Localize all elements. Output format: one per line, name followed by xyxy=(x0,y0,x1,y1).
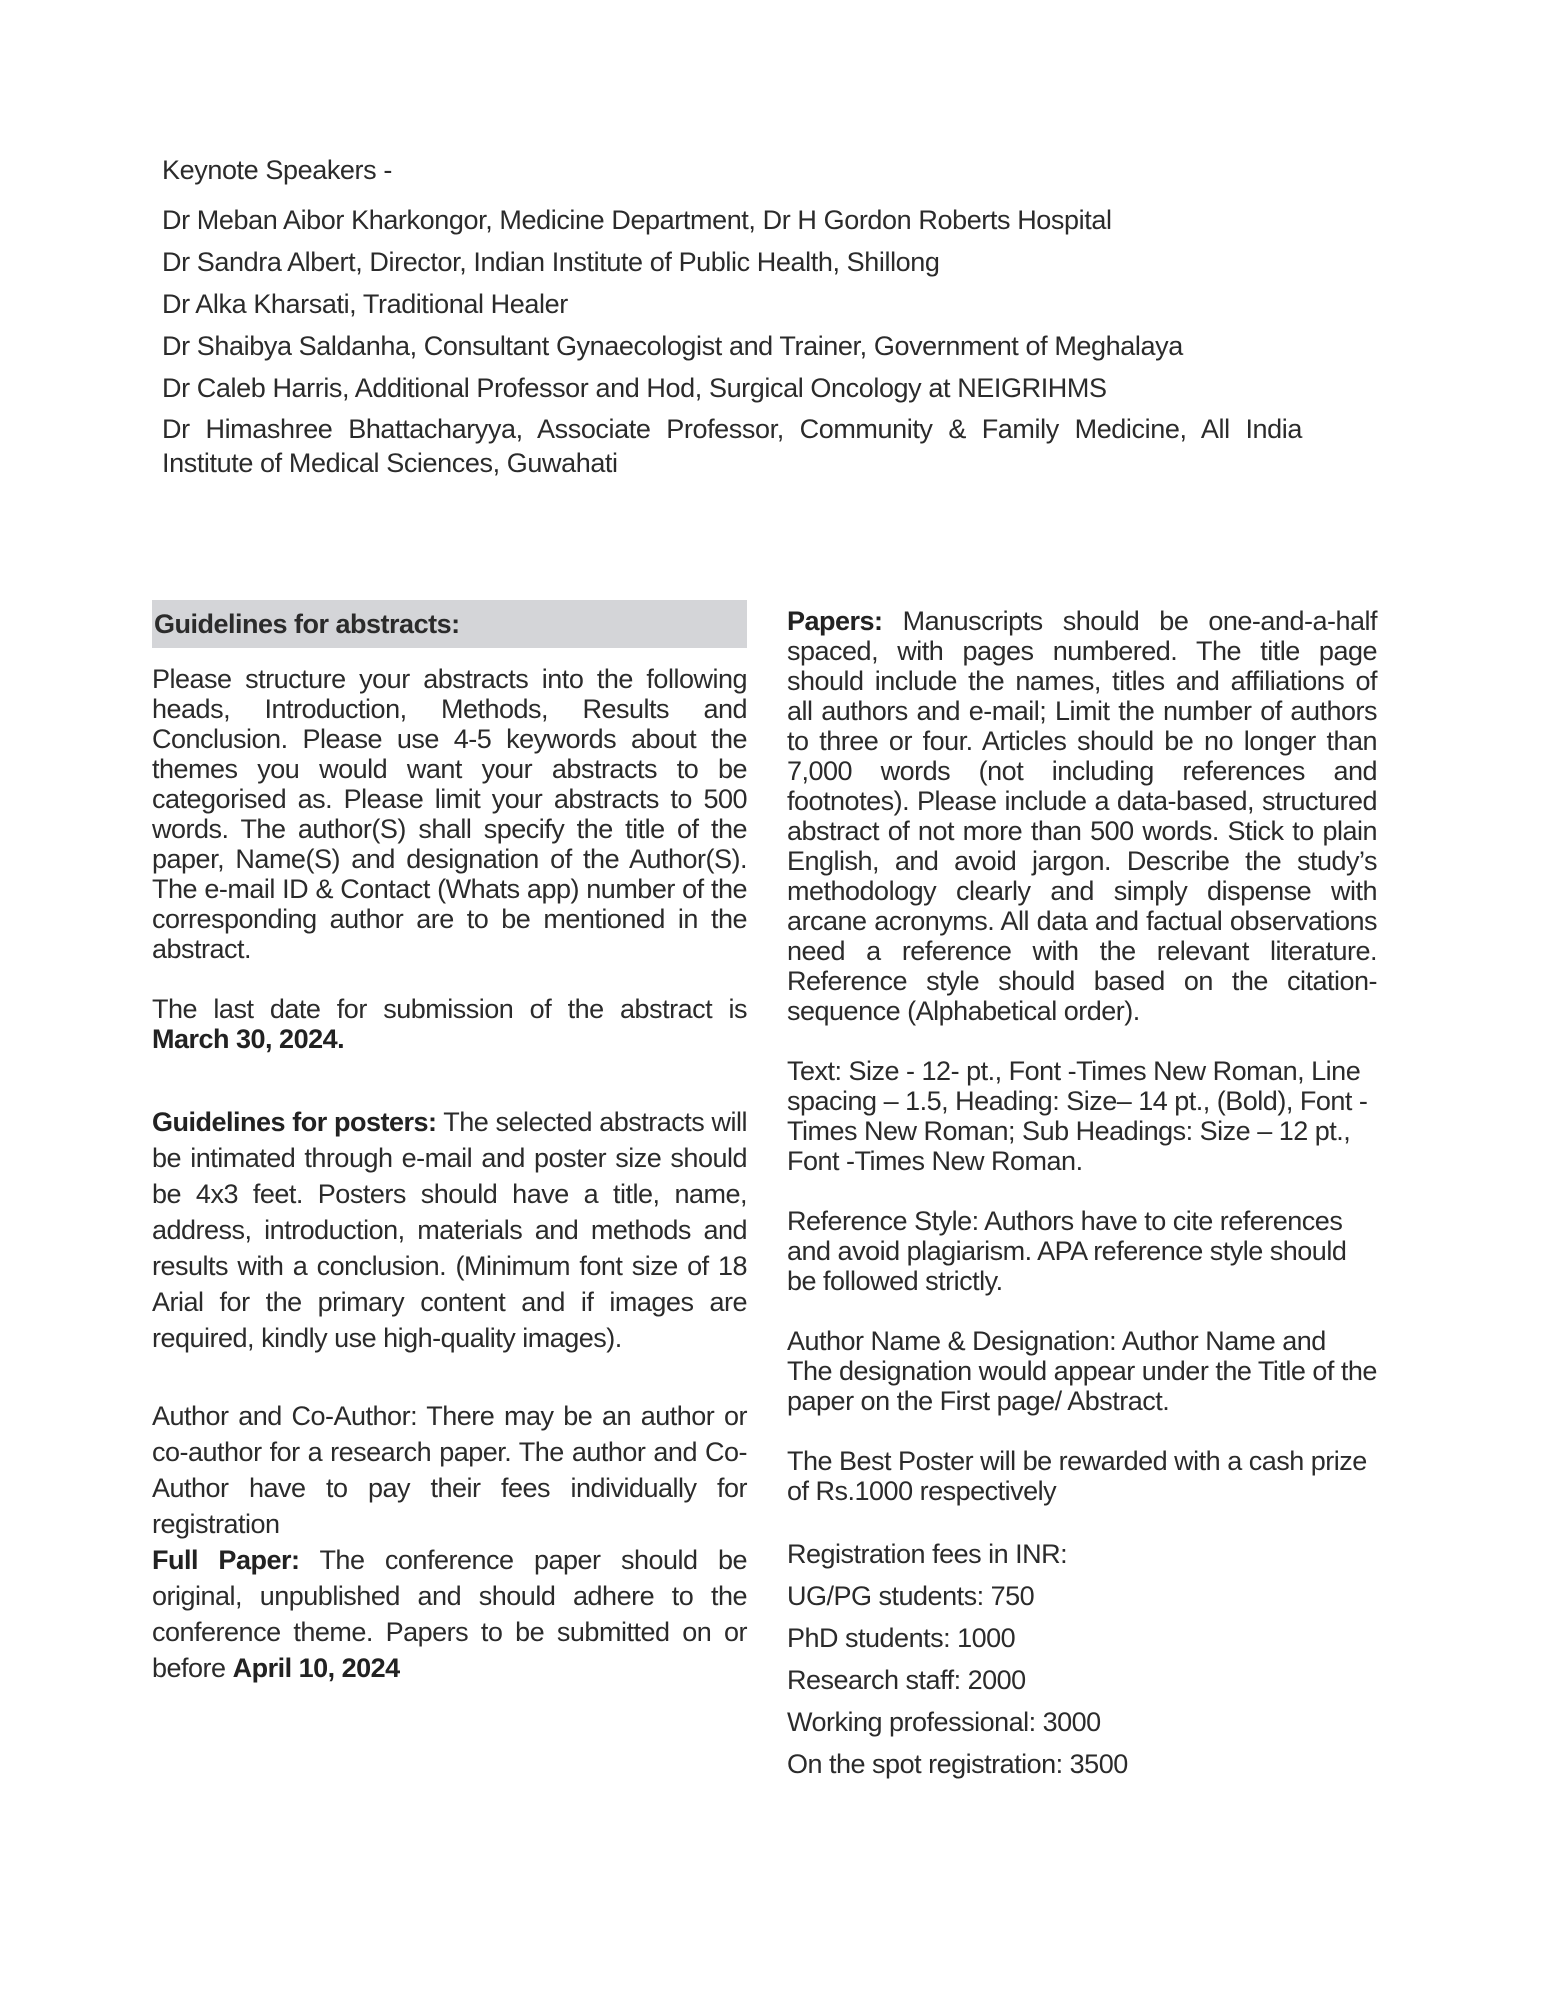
papers-paragraph xyxy=(787,606,1377,1026)
keynote-section xyxy=(162,152,1302,486)
posters-label: Guidelines for posters: xyxy=(152,1107,437,1137)
deadline-date: March 30, 2024. xyxy=(152,1024,345,1054)
abstract-deadline xyxy=(152,994,747,1054)
fee-item: UG/PG students: 750 xyxy=(787,1581,1035,1611)
speaker-item: Dr Himashree Bhattacharyya, Associate Professor, Community & Family Medicine, All India Institute of Medical Sciences, Guwahati xyxy=(162,414,1302,478)
speaker-item: Dr Sandra Albert, Director, Indian Institute of Public Health, Shillong xyxy=(162,247,940,277)
fees-heading: Registration fees in INR: xyxy=(787,1539,1068,1569)
right-column xyxy=(787,606,1377,1788)
author-designation: Author Name & Designation: Author Name and The designation would appear under the Title of the paper on the First page/ Abstract. xyxy=(787,1326,1377,1416)
posters-body: The selected abstracts will be intimated through e-mail and poster size should be 4x3 feet. Posters should have a title, name, address, introduction, materials and methods and results with a conclusion. (Minimum font size of 18 Arial for the primary content and if images are required, kindly use high-quality images). xyxy=(152,1107,747,1353)
fee-item: On the spot registration: 3500 xyxy=(787,1749,1128,1779)
keynote-heading: Keynote Speakers - xyxy=(162,155,392,185)
deadline-text: The last date for submission of the abstract is xyxy=(152,994,747,1024)
abstracts-body: Please structure your abstracts into the following heads, Introduction, Methods, Results and Conclusion. Please use 4-5 keywords about the themes you would want your abstracts to be categorised as. Please limit your abstracts to 500 words. The author(S) shall specify the title of the paper, Name(S) and designation of the Author(S). The e-mail ID & Contact (Whats app) number of the corresponding author are to be mentioned in the abstract. xyxy=(152,664,747,964)
fullpaper-body: The conference paper should be original, unpublished and should adhere to the conference theme. Papers to be submitted on or before xyxy=(152,1545,747,1683)
coauthor-paragraph: Author and Co-Author: There may be an author or co-author for a research paper. The author and Co-Author have to pay their fees individually for registration xyxy=(152,1401,747,1539)
papers-label: Papers: xyxy=(787,606,883,636)
speaker-item: Dr Shaibya Saldanha, Consultant Gynaecologist and Trainer, Government of Meghalaya xyxy=(162,331,1183,361)
speaker-item: Dr Caleb Harris, Additional Professor and Hod, Surgical Oncology at NEIGRIHMS xyxy=(162,373,1107,403)
papers-body: Manuscripts should be one-and-a-half spaced, with pages numbered. The title page should include the names, titles and affiliations of all authors and e-mail; Limit the number of authors to three or four. Articles should be no longer than 7,000 words (not including references and footnotes). Please include a data-based, structured abstract of not more than 500 words. Stick to plain English, and avoid jargon. Describe the study’s methodology clearly and simply dispense with arcane acronyms. All data and factual observations need a reference with the relevant literature. Reference style should based on the citation-sequence (Alphabetical order). xyxy=(787,606,1377,1026)
fee-item: Working professional: 3000 xyxy=(787,1707,1101,1737)
fullpaper-date: April 10, 2024 xyxy=(232,1653,400,1683)
fee-item: PhD students: 1000 xyxy=(787,1623,1016,1653)
left-column xyxy=(152,600,747,1686)
text-format: Text: Size - 12- pt., Font -Times New Roman, Line spacing – 1.5, Heading: Size– 14 pt., (Bold), Font -Times New Roman; Sub Headings: Size – 12 pt., Font -Times New Roman. xyxy=(787,1056,1368,1176)
abstracts-heading: Guidelines for abstracts: xyxy=(152,600,747,648)
speaker-item: Dr Meban Aibor Kharkongor, Medicine Department, Dr H Gordon Roberts Hospital xyxy=(162,205,1112,235)
fullpaper-label: Full Paper: xyxy=(152,1545,300,1575)
best-poster: The Best Poster will be rewarded with a cash prize of Rs.1000 respectively xyxy=(787,1446,1367,1506)
fee-item: Research staff: 2000 xyxy=(787,1665,1026,1695)
posters-paragraph xyxy=(152,1104,747,1356)
speaker-item: Dr Alka Kharsati, Traditional Healer xyxy=(162,289,568,319)
fullpaper-paragraph xyxy=(152,1542,747,1686)
reference-style: Reference Style: Authors have to cite references and avoid plagiarism. APA reference style should be followed strictly. xyxy=(787,1206,1347,1296)
